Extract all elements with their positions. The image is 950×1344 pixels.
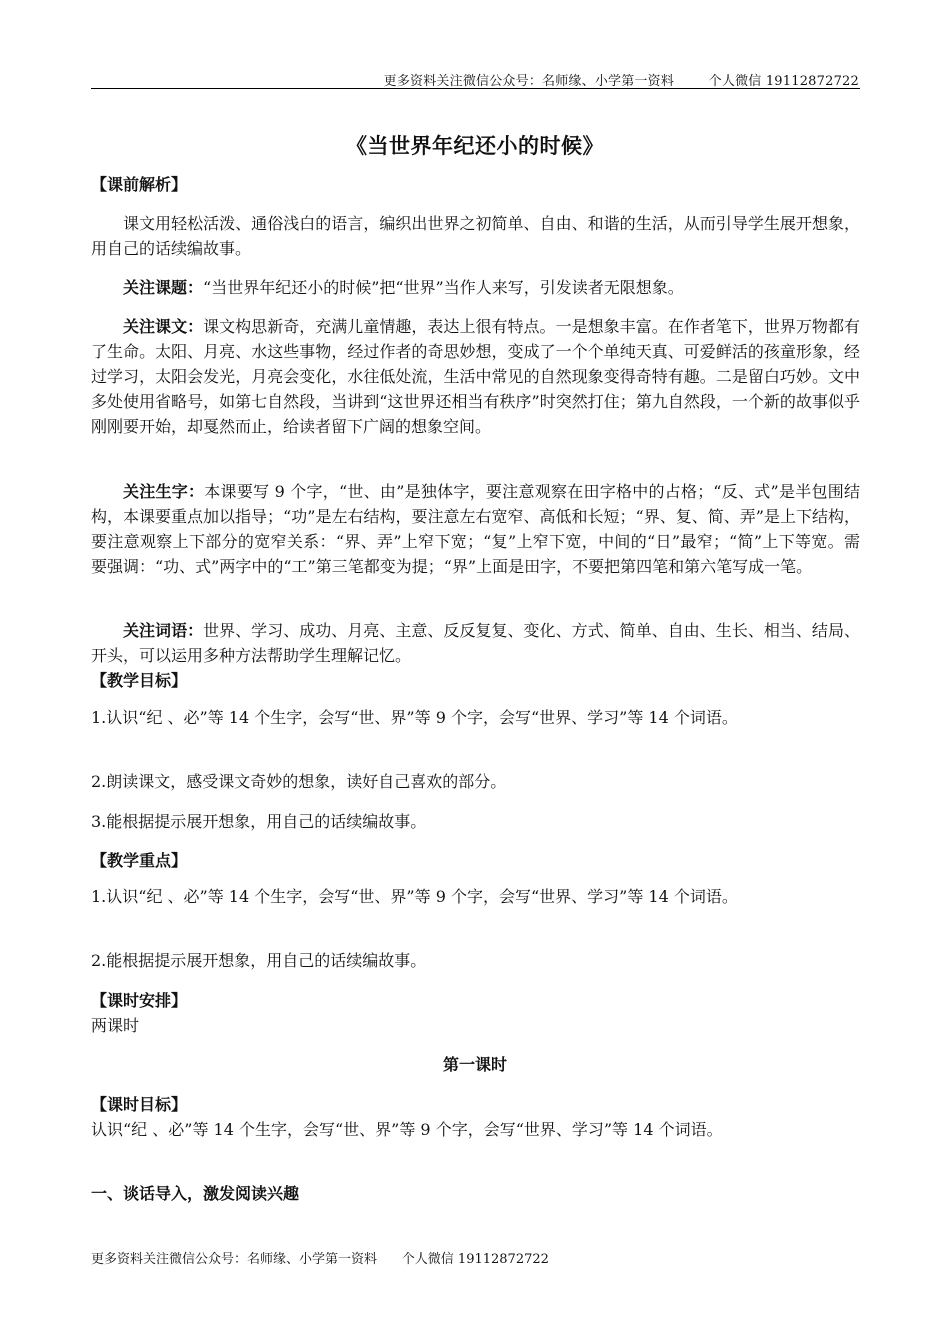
topic-paragraph	[91, 275, 860, 300]
topic-text: “当世界年纪还小的时候”把“世界”当作人来写，引发读者无限想象。	[203, 278, 684, 297]
words-paragraph	[91, 618, 860, 668]
words-lead: 关注词语：	[123, 621, 204, 640]
lesson-goal-heading: 【课时目标】	[91, 1095, 188, 1114]
chars-paragraph	[91, 479, 860, 579]
focus-heading: 【教学重点】	[91, 851, 188, 870]
pre-analysis-heading: 【课前解析】	[91, 175, 188, 194]
schedule-heading: 【课时安排】	[91, 991, 188, 1010]
focus-item-2: 2.能根据提示展开想象，用自己的话续编故事。	[91, 951, 427, 970]
goal-item-2: 2.朗读课文，感受课文奇妙的想象，读好自己喜欢的部分。	[91, 772, 507, 791]
document-title: 《当世界年纪还小的时候》	[346, 133, 604, 158]
text-lead: 关注课文：	[123, 317, 204, 336]
lesson-goal-text: 认识“纪 、必”等 14 个生字，会写“世、界”等 9 个字，会写“世界、学习”等 14 个词语。	[91, 1120, 723, 1139]
goals-heading: 【教学目标】	[91, 671, 188, 690]
focus-item-1: 1.认识“纪 、必”等 14 个生字，会写“世、界”等 9 个字，会写“世界、学习”等 14 个词语。	[91, 887, 738, 906]
page-header-text: 更多资料关注微信公众号：名师缘、小学第一资料 个人微信 19112872722	[383, 74, 859, 89]
text-paragraph	[91, 314, 860, 439]
lesson-1-title: 第一课时	[442, 1055, 507, 1074]
chars-lead: 关注生字：	[123, 482, 205, 501]
pre-analysis-intro: 课文用轻松活泼、通俗浅白的语言，编织出世界之初简单、自由、和谐的生活，从而引导学生展开想象，用自己的话续编故事。	[91, 214, 860, 258]
words-text: 世界、学习、成功、月亮、主意、反反复复、变化、方式、简单、自由、生长、相当、结局、开头，可以运用多种方法帮助学生理解记忆。	[91, 621, 860, 665]
section-1-heading: 一、谈话导入，激发阅读兴趣	[91, 1184, 300, 1203]
topic-lead: 关注课题：	[123, 278, 204, 297]
header-rule	[91, 88, 860, 89]
page-footer-text: 更多资料关注微信公众号：名师缘、小学第一资料 个人微信 19112872722	[91, 1252, 549, 1267]
chars-text: 本课要写 9 个字，“世、由”是独体字，要注意观察在田字格中的占格；“反、式”是半包围结构，本课要重点加以指导；“功”是左右结构，要注意左右宽窄、高低和长短；“界、复、简、弄”是上下结构，要注意观察上下部分的宽窄关系：“界、弄”上窄下宽；“复”上窄下宽，中间的“日”最窄；“简”上下等宽。需要强调：“功、式”两字中的“工”第三笔都变为提；“界”上面是田字，不要把第四笔和第六笔写成一笔。	[91, 482, 860, 576]
text-text: 课文构思新奇，充满儿童情趣，表达上很有特点。一是想象丰富。在作者笔下，世界万物都有了生命。太阳、月亮、水这些事物，经过作者的奇思妙想，变成了一个个单纯天真、可爱鲜活的孩童形象，经过学习，太阳会发光，月亮会变化，水往低处流，生活中常见的自然现象变得奇特有趣。二是留白巧妙。文中多处使用省略号，如第七自然段，当讲到“这世界还相当有秩序”时突然打住；第九自然段，一个新的故事似乎刚刚要开始，却戛然而止，给读者留下广阔的想象空间。	[91, 317, 860, 436]
schedule-text: 两课时	[91, 1016, 140, 1035]
goal-item-1: 1.认识“纪 、必”等 14 个生字，会写“世、界”等 9 个字，会写“世界、学习”等 14 个词语。	[91, 708, 738, 727]
goal-item-3: 3.能根据提示展开想象，用自己的话续编故事。	[91, 812, 427, 831]
